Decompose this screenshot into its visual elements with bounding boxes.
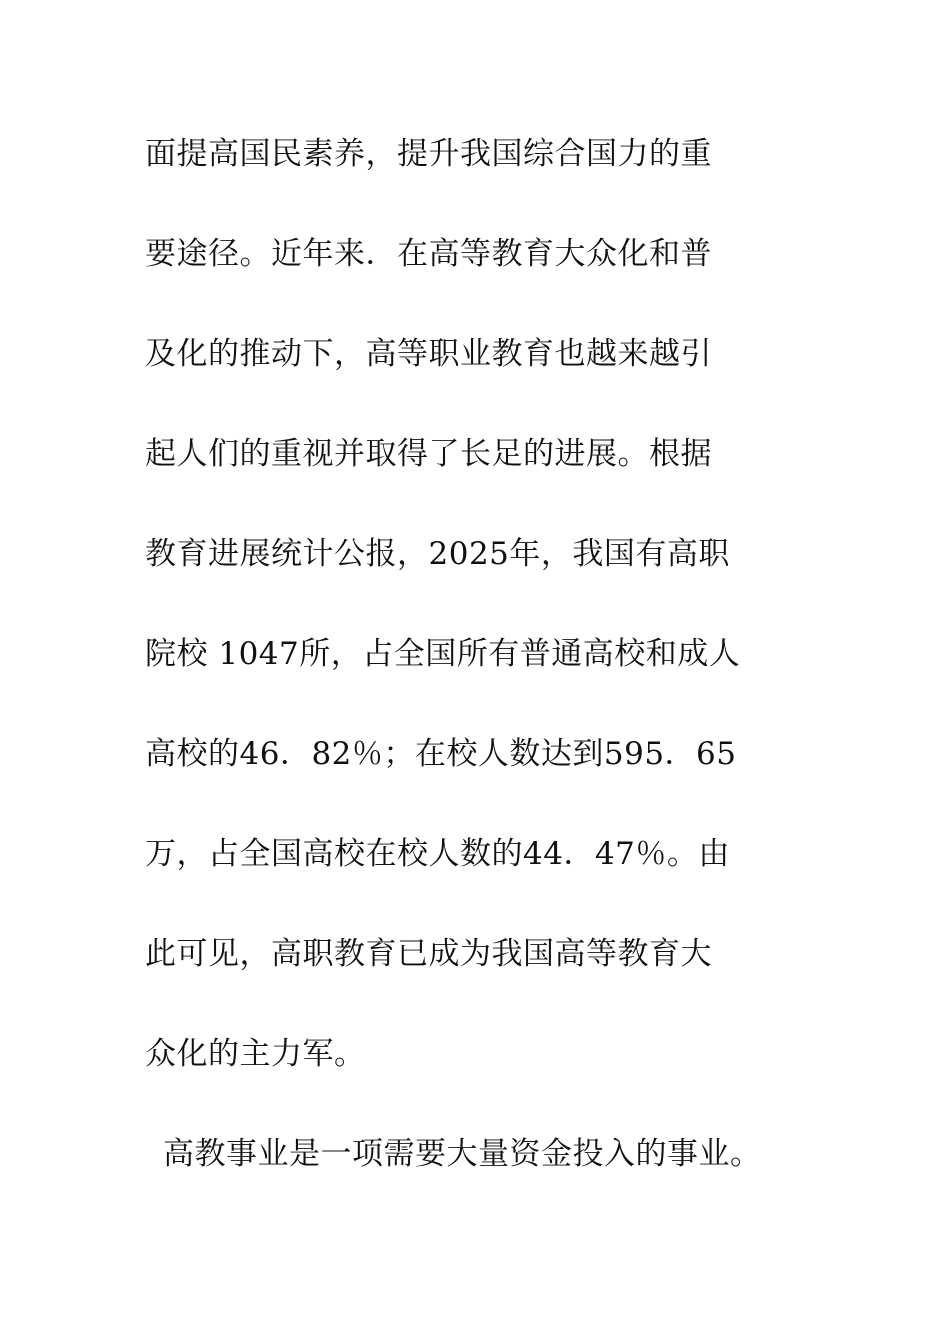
paragraph-line: 高校的46．82％；在校人数达到595．65 bbox=[145, 736, 737, 772]
paragraph-line: 高教事业是一项需要大量资金投入的事业。 bbox=[163, 1136, 762, 1172]
paragraph-line: 面提高国民素养，提升我国综合国力的重 bbox=[145, 136, 712, 172]
paragraph-line: 教育进展统计公报，2025年，我国有高职 bbox=[145, 536, 730, 572]
paragraph-line: 院校 1047所，占全国所有普通高校和成人 bbox=[145, 636, 741, 672]
paragraph-line: 起人们的重视并取得了长足的进展。根据 bbox=[145, 436, 712, 472]
paragraph-line: 要途径。近年来．在高等教育大众化和普 bbox=[145, 236, 712, 272]
paragraph-line: 及化的推动下，高等职业教育也越来越引 bbox=[145, 336, 712, 372]
paragraph-line: 众化的主力军。 bbox=[145, 1036, 366, 1072]
paragraph-line: 万，占全国高校在校人数的44．47％。由 bbox=[145, 836, 730, 872]
paragraph-line: 此可见，高职教育已成为我国高等教育大 bbox=[145, 936, 712, 972]
